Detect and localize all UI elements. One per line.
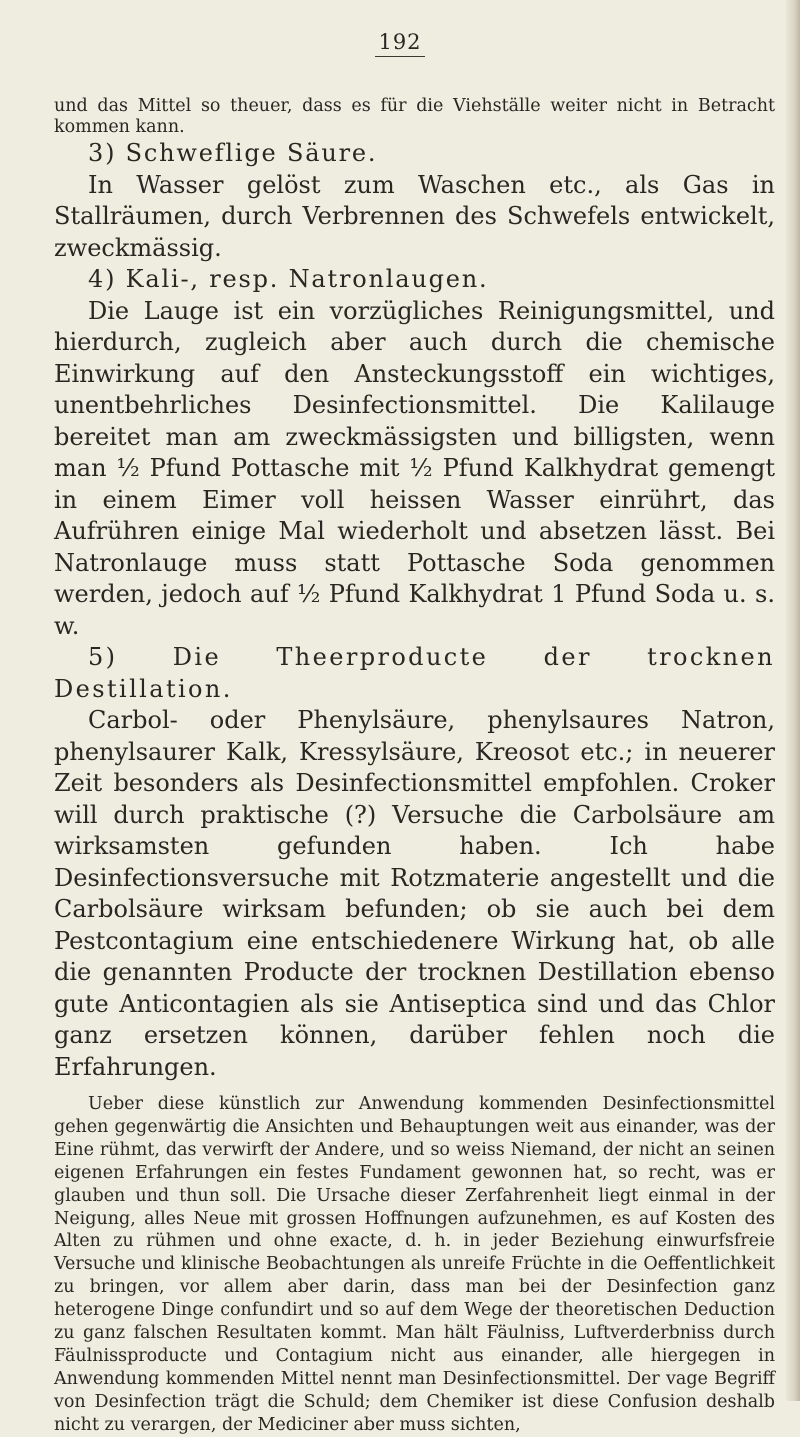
section-heading-tar-products: 5) Die Theerproducte der trocknen Destillation. xyxy=(54,643,775,703)
section-body-lyes: Die Lauge ist ein vorzügliches Reinigungsmittel, und hierdurch, zugleich aber auch durch die chemische Einwirkung auf den Ansteckungsstoff ein wichtiges, unentbehrliches Desinfectionsmittel. Die Kalilauge bereitet man am zweckmässigsten und billigsten, wenn man ½ Pfund Pottasche mit ½ Pfund Kalkhydrat gemengt in einem Eimer voll heissen Wasser einrührt, das Aufrühren einige Mal wiederholt und absetzen lässt. Bei Natronlauge muss statt Pottasche Soda genommen werden, jedoch auf ½ Pfund Kalkhydrat 1 Pfund Soda u. s. w. xyxy=(54,296,775,640)
section-body-sulfurous-acid: In Wasser gelöst zum Waschen etc., als Gas in Stallräumen, durch Verbrennen des Schwefels entwickelt, zweckmässig. xyxy=(54,170,775,262)
main-text xyxy=(54,138,775,1083)
section-heading-lyes: 4) Kali-, resp. Natronlaugen. xyxy=(88,265,489,293)
section-body-tar-products: Carbol- oder Phenylsäure, phenylsaures Natron, phenylsaurer Kalk, Kressylsäure, Kreosot etc.; in neuerer Zeit besonders als Desinfectionsmittel empfohlen. Croker will durch praktische (?) Versuche die Carbolsäure am wirksamsten gefunden haben. Ich habe Desinfectionsversuche mit Rotzmaterie angestellt und die Carbolsäure wirksam befunden; ob sie auch bei dem Pestcontagium eine entschiedenere Wirkung hat, ob alle die genannten Producte der trocknen Destillation ebenso gute Anticontagien als sie Antiseptica sind und das Chlor ganz ersetzen können, darüber fehlen noch die Erfahrungen. xyxy=(54,706,775,1081)
section-heading-sulfurous-acid: 3) Schweflige Säure. xyxy=(88,139,378,167)
intro-paragraph: und das Mittel so theuer, dass es für die Viehställe weiter nicht in Betracht kommen kann. xyxy=(54,96,775,137)
page-number: 192 xyxy=(0,30,800,57)
footnote-paragraph: Ueber diese künstlich zur Anwendung kommenden Desinfectionsmittel gehen gegenwärtig die Ansichten und Behauptungen weit aus einander, was der Eine rühmt, das verwirft der Andere, und so weiss Niemand, der nicht an seinen eigenen Erfahrungen ein festes Fundament gewonnen hat, so recht, was er glauben und thun soll. Die Ursache dieser Zerfahrenheit liegt einmal in der Neigung, alles Neue mit grossen Hoffnungen aufzunehmen, es auf Kosten des Alten zu rühmen und ohne exacte, d. h. in jeder Beziehung einwurfsfreie Versuche und klinische Beobachtungen als unreife Früchte in die Oeffentlichkeit zu bringen, vor allem aber darin, dass man bei der Desinfection ganz heterogene Dinge confundirt und so auf dem Wege der theoretischen Deduction zu ganz falschen Resultaten kommt. Man hält Fäulniss, Luftverderbniss durch Fäulnissproducte und Contagium nicht aus einander, alle hiergegen in Anwendung kommenden Mittel nennt man Desinfectionsmittel. Der vage Begriff von Desinfection trägt die Schuld; dem Chemiker ist diese Confusion deshalb nicht zu verargen, der Mediciner aber muss sichten, xyxy=(54,1094,775,1435)
page-edge-shadow xyxy=(786,0,800,1401)
